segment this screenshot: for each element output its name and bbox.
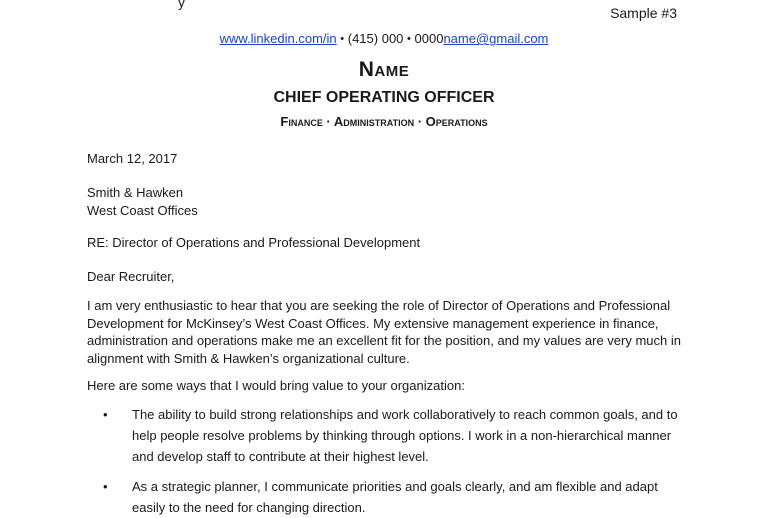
cut-off-text-fragment: y bbox=[178, 0, 185, 10]
bullet-text: As a strategic planner, I communicate priorities and goals clearly, and am flexible and adapt easily to the need for changing direction. bbox=[132, 479, 658, 515]
phone-number-tail: 0000 bbox=[414, 31, 444, 46]
bullet-icon: • bbox=[103, 407, 108, 422]
letter-date: March 12, 2017 bbox=[87, 151, 178, 166]
phone-number: (415) 000 bbox=[347, 31, 404, 46]
contact-line bbox=[0, 31, 768, 46]
recipient-company: Smith & Hawken bbox=[87, 185, 184, 200]
greeting: Dear Recruiter, bbox=[87, 269, 175, 284]
intro-paragraph: I am very enthusiastic to hear that you are seeking the role of Director of Operations and Professional Development for McKinsey’s West Coast Offices. My extensive management experience in finance, administration and operations make me an excellent fit for the position, and my values are very much in alignment with Smith & Hawken’s organizational culture. bbox=[87, 298, 681, 366]
specialty-tagline: Finance · Administration · Operations bbox=[280, 114, 488, 129]
separator-dot: • bbox=[407, 33, 411, 45]
separator-dot: • bbox=[340, 33, 345, 45]
value-intro-paragraph: Here are some ways that I would bring value to your organization: bbox=[87, 378, 465, 393]
recipient-office: West Coast Offices bbox=[87, 202, 198, 218]
list-item bbox=[103, 404, 683, 467]
linkedin-link[interactable]: www.linkedin.com/in bbox=[219, 31, 337, 46]
bullet-text: The ability to build strong relationships and work collaboratively to reach common goals, and to help people resolve problems by thinking through options. I work in a non-hierarchical manner and develop staff to contribute at their highest level. bbox=[132, 407, 678, 464]
subject-line: RE: Director of Operations and Professional Development bbox=[87, 235, 421, 250]
recipient-address bbox=[87, 184, 687, 219]
job-title: CHIEF OPERATING OFFICER bbox=[273, 89, 495, 106]
applicant-name: Name bbox=[358, 58, 410, 81]
email-link[interactable]: name@gmail.com bbox=[443, 31, 549, 46]
bullet-icon: • bbox=[103, 479, 108, 494]
sample-label: Sample #3 bbox=[610, 5, 677, 21]
